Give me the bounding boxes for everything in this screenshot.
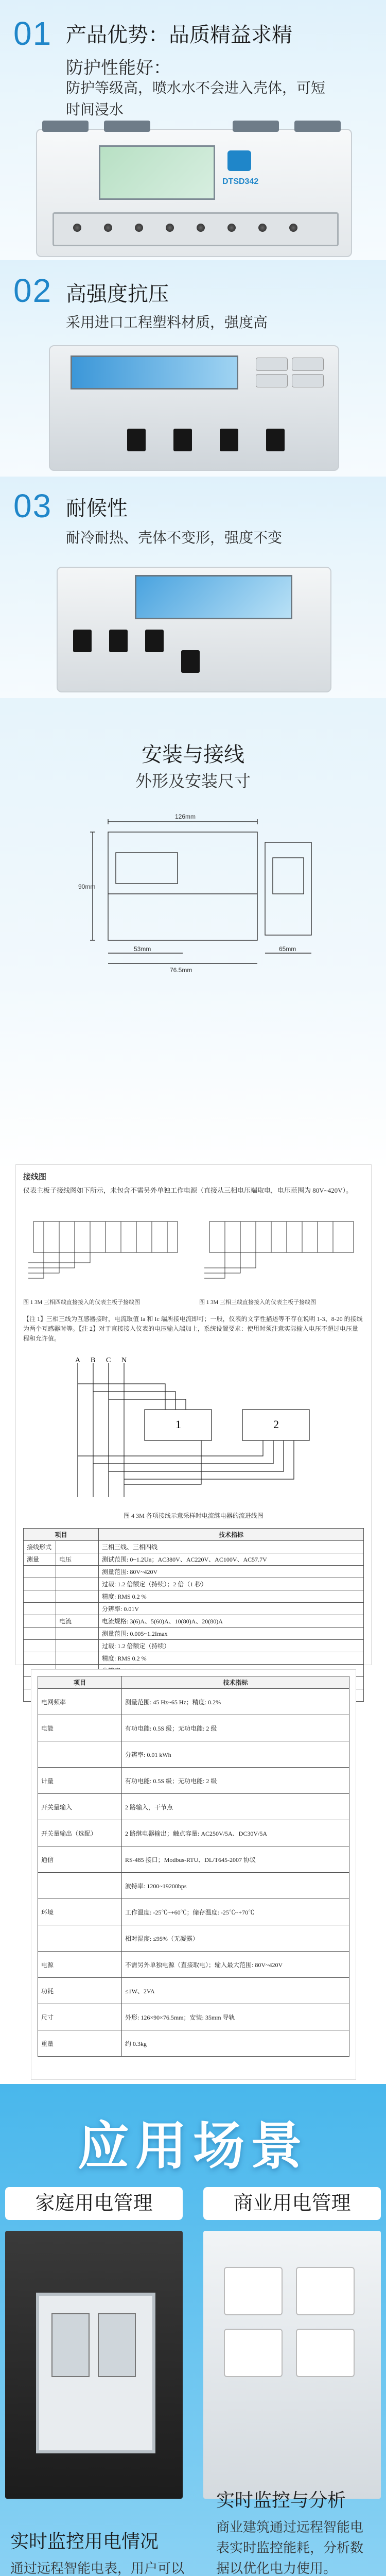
table-cell [24, 1615, 56, 1628]
install-subtitle: 外形及安装尺寸 [135, 772, 251, 790]
table-cell: 不需另外单独电源（直接取电）；输入最大范围: 80V~420V [122, 1952, 349, 1978]
wiring-paragraph-1: 仪表主板子接线图如下所示，未包含不需另外单独工作电源（直接从三相电压端取电，电压范围为 80V~420V）。 [23, 1187, 353, 1194]
table-cell [24, 1652, 56, 1665]
table-cell: 环境 [38, 1899, 122, 1925]
dimension-drawing [77, 811, 319, 976]
table-cell [24, 1590, 56, 1603]
install-section [0, 698, 386, 1172]
meter-button [292, 374, 324, 387]
section-description: 耐冷耐热、壳体不变形，强度不变 [66, 530, 283, 546]
meter-outline-side [108, 832, 257, 940]
table-cell: 约 0.3kg [122, 2030, 349, 2057]
table-cell: 相对湿度: ≤95%（无凝露） [122, 1925, 349, 1952]
table-cell: 工作温度: -25℃~+60℃；储存温度: -25℃~+70℃ [122, 1899, 349, 1925]
desc-line: 通过远程智能电表，用户可以 [10, 2561, 185, 2576]
meter-model-label: DTSD342 [222, 177, 259, 186]
table-cell: 分辨率: 0.01V [99, 1603, 364, 1615]
spec-table-2-document [31, 1669, 356, 2080]
table-cell: 电网频率 [38, 1689, 122, 1715]
meter-product-image [36, 129, 352, 257]
table-cell: 开关量输出（选配） [38, 1820, 122, 1846]
meter-button [292, 358, 324, 371]
table-cell [56, 1628, 99, 1640]
table-row [38, 1715, 349, 1741]
table-row [38, 1794, 349, 1820]
business-scene-image [203, 2231, 381, 2499]
table-row [38, 2004, 349, 2030]
table-cell [24, 1578, 56, 1590]
home-scene-image [5, 2231, 183, 2499]
figure-caption-3: 图 4 3M 各项接线示意采样时电流继电器的流进线图 [124, 1512, 264, 1519]
dim-side-label: 65mm [279, 945, 296, 953]
meter-display-icon [51, 2313, 90, 2377]
desc-line: 表实时监控能耗，分析数 [216, 2540, 364, 2555]
table-row [24, 1578, 364, 1590]
terminal-slot [220, 429, 238, 451]
meter-button [256, 358, 288, 371]
table-cell: 电压 [56, 1553, 99, 1566]
table-header: 技术指标 [99, 1529, 364, 1541]
table-row [38, 2030, 349, 2057]
table-row [38, 1873, 349, 1899]
table-cell [38, 1741, 122, 1768]
meter-button [256, 374, 288, 387]
table-cell: 重量 [38, 2030, 122, 2057]
three-phase-wiring-diagram [47, 1357, 340, 1502]
dim-depth1-label: 53mm [134, 945, 151, 953]
dim-width-label: 126mm [175, 813, 196, 820]
meter-top-tab [233, 121, 279, 132]
section-number: 03 [13, 487, 52, 524]
table-cell: 尺寸 [38, 2004, 122, 2030]
application-section [0, 2084, 386, 2576]
advantage-section-3 [0, 477, 386, 698]
table-cell: 计量 [38, 1768, 122, 1794]
table-row [24, 1603, 364, 1615]
table-row [24, 1615, 364, 1628]
wiring-heading: 接线图 [23, 1173, 47, 1181]
terminal-screw [227, 224, 236, 232]
table-row [38, 1768, 349, 1794]
terminal-screw [197, 224, 205, 232]
table-cell [24, 1566, 56, 1578]
table-cell: 有功电能: 0.5S 级；无功电能: 2 级 [122, 1715, 349, 1741]
table-cell: RS-485 接口；Modbus-RTU、DL/T645-2007 协议 [122, 1846, 349, 1873]
terminal-screw [104, 224, 112, 232]
meter-icon [296, 2267, 355, 2315]
table-cell: 波特率: 1200~19200bps [122, 1873, 349, 1899]
table-cell: 电能 [38, 1715, 122, 1741]
table-cell: 测量 [24, 1553, 56, 1566]
phase-label-n: N [121, 1357, 127, 1364]
table-cell [24, 1640, 56, 1652]
dim-height-label: 90mm [78, 883, 96, 890]
phase-label-b: B [91, 1357, 96, 1364]
section-description [66, 77, 375, 121]
terminal-screw [73, 224, 81, 232]
wiring-document [15, 1164, 372, 1665]
meter-top-tab [294, 121, 341, 132]
meter-label-2: 2 [273, 1418, 279, 1431]
meter-lcd-display [99, 145, 215, 200]
table-row [24, 1541, 364, 1553]
table-cell [56, 1640, 99, 1652]
table-cell [38, 1925, 122, 1952]
phase-label-a: A [75, 1357, 81, 1364]
table-cell: 2 路输入，干节点 [122, 1794, 349, 1820]
table-cell [56, 1603, 99, 1615]
table-cell: 外形: 126×90×76.5mm；安装: 35mm 导轨 [122, 2004, 349, 2030]
meter-icon [296, 2329, 355, 2377]
table-row [38, 1978, 349, 2004]
table-cell: 开关量输入 [38, 1794, 122, 1820]
meter-logo-icon [227, 150, 251, 171]
terminal-slot [73, 630, 92, 652]
table-cell: 测量范围: 80V~420V [99, 1566, 364, 1578]
table-row [38, 1952, 349, 1978]
terminal-diagram-left [23, 1216, 188, 1294]
meter-lcd-display [71, 355, 238, 389]
table-cell: 电流规格: 3(6)A、5(60)A、10(80)A、20(80)A [99, 1615, 364, 1628]
meter-outline-front [265, 842, 311, 935]
terminal-screw [258, 224, 267, 232]
meter-product-image [49, 345, 339, 471]
terminal-screw [166, 224, 174, 232]
table-cell [24, 1603, 56, 1615]
desc-line: 据以优化电力使用。 [216, 2561, 337, 2576]
section-description: 采用进口工程塑料材质，强度高 [66, 314, 268, 330]
section-number: 02 [13, 272, 52, 309]
dim-depth2-label: 76.5mm [170, 967, 192, 974]
section-title: 高强度抗压 [66, 283, 169, 306]
meter-top-tab [104, 121, 150, 132]
section-title: 产品优势：品质精益求精 [66, 24, 292, 46]
business-scene-label: 商业用电管理 [203, 2187, 381, 2220]
table-cell: 精度: RMS 0.2 % [99, 1652, 364, 1665]
table-cell [24, 1628, 56, 1640]
section-subtitle: 防护性能好： [66, 58, 171, 78]
terminal-screw [135, 224, 143, 232]
section-title: 耐候性 [66, 497, 128, 520]
desc-line-2: 时间浸水 [66, 101, 124, 117]
table-cell: 过载: 1.2 倍额定（持续） [99, 1640, 364, 1652]
table-cell [56, 1590, 99, 1603]
meter-lcd-display [135, 575, 292, 619]
table-row [38, 1820, 349, 1846]
table-row [38, 1689, 349, 1715]
section-number: 01 [13, 15, 52, 52]
advantage-section-2 [0, 260, 386, 477]
terminal-diagram-right [199, 1216, 364, 1294]
table-cell: 过载: 1.2 倍额定（持续）；2 倍（1 秒） [99, 1578, 364, 1590]
business-scene-caption: 实时监控与分析 [216, 2489, 346, 2511]
terminal-slot [266, 429, 285, 451]
table-cell: 三相三线、三相四线 [99, 1541, 364, 1553]
terminal-slot [181, 650, 200, 673]
terminal-screw [289, 224, 297, 232]
install-title: 安装与接线 [142, 743, 244, 766]
business-scene-description [216, 2517, 381, 2576]
home-scene-description [10, 2558, 185, 2576]
table-header: 项目 [24, 1529, 99, 1541]
spec-table-2 [38, 1676, 349, 2057]
table-cell: 2 路继电器输出；触点容量: AC250V/5A、DC30V/5A [122, 1820, 349, 1846]
table-cell [56, 1578, 99, 1590]
figure-caption-1: 图 1 3M 三相四线直接接入的仪表主板子接线图 [23, 1299, 141, 1306]
table-row [24, 1566, 364, 1578]
advantage-section-1 [0, 0, 386, 260]
home-scene-caption: 实时监控用电情况 [10, 2531, 159, 2552]
table-row [38, 1741, 349, 1768]
table-cell: 功耗 [38, 1978, 122, 2004]
table-cell: 精度: RMS 0.2 % [99, 1590, 364, 1603]
table-cell: 电源 [38, 1952, 122, 1978]
table-row [24, 1553, 364, 1566]
table-cell: 测试范围: 0~1.2Un；AC380V、AC220V、AC100V、AC57.7V [99, 1553, 364, 1566]
table-cell: 测量范围: 45 Hz~65 Hz；精度: 0.2% [122, 1689, 349, 1715]
table-cell [56, 1652, 99, 1665]
table-cell: 分辨率: 0.01 kWh [122, 1741, 349, 1768]
terminal-slot [173, 429, 192, 451]
table-cell: 电流 [56, 1615, 99, 1628]
desc-line-1: 防护等级高，喷水水不会进入壳体，可短 [66, 80, 326, 96]
terminal-slot [145, 630, 164, 652]
meter-top-tab [42, 121, 89, 132]
meter-product-image [57, 567, 331, 692]
table-cell [38, 1873, 122, 1899]
table-cell [56, 1566, 99, 1578]
table-row [24, 1652, 364, 1665]
table-row [24, 1640, 364, 1652]
table-cell: ≤1W、2VA [122, 1978, 349, 2004]
terminal-slot [127, 429, 146, 451]
wiring-paragraph-2: 【注 1】三相三线为互感器接时，电流取值 Ia 和 Ic 端所接电流即可；一般，仪表的文字性描述等不存在说明 1-3、8-20 的接线为两个互感器时等。【注 2】对于直接接入仪表的电压输入端加上，系统设置要求：使用时须注意实际输入电压不超过电压量程和允许值。 [23, 1315, 363, 1342]
table-cell: 通信 [38, 1846, 122, 1873]
table-row [38, 1925, 349, 1952]
home-scene-label: 家庭用电管理 [5, 2187, 183, 2220]
meter-label-1: 1 [176, 1418, 181, 1431]
figure-caption-2: 图 1 3M 三相三线直接接入的仪表主板子接线图 [199, 1299, 317, 1306]
table-row [38, 1846, 349, 1873]
table-cell: 接线形式 [24, 1541, 56, 1553]
phase-label-c: C [106, 1357, 111, 1364]
table-row [24, 1590, 364, 1603]
table-cell [56, 1541, 99, 1553]
meter-icon [224, 2329, 283, 2377]
desc-line: 商业建筑通过远程智能电 [216, 2519, 364, 2535]
table-row [24, 1628, 364, 1640]
meter-display-icon [98, 2313, 136, 2377]
table-row [38, 1899, 349, 1925]
table-header: 项目 [38, 1676, 122, 1689]
terminal-slot [109, 630, 128, 652]
application-banner-title: 应用场景 [78, 2117, 308, 2175]
table-cell: 有功电能: 0.5S 级；无功电能: 2 级 [122, 1768, 349, 1794]
table-header: 技术指标 [122, 1676, 349, 1689]
table-cell: 测量范围: 0.005~1.2Imax [99, 1628, 364, 1640]
meter-icon [224, 2267, 283, 2315]
